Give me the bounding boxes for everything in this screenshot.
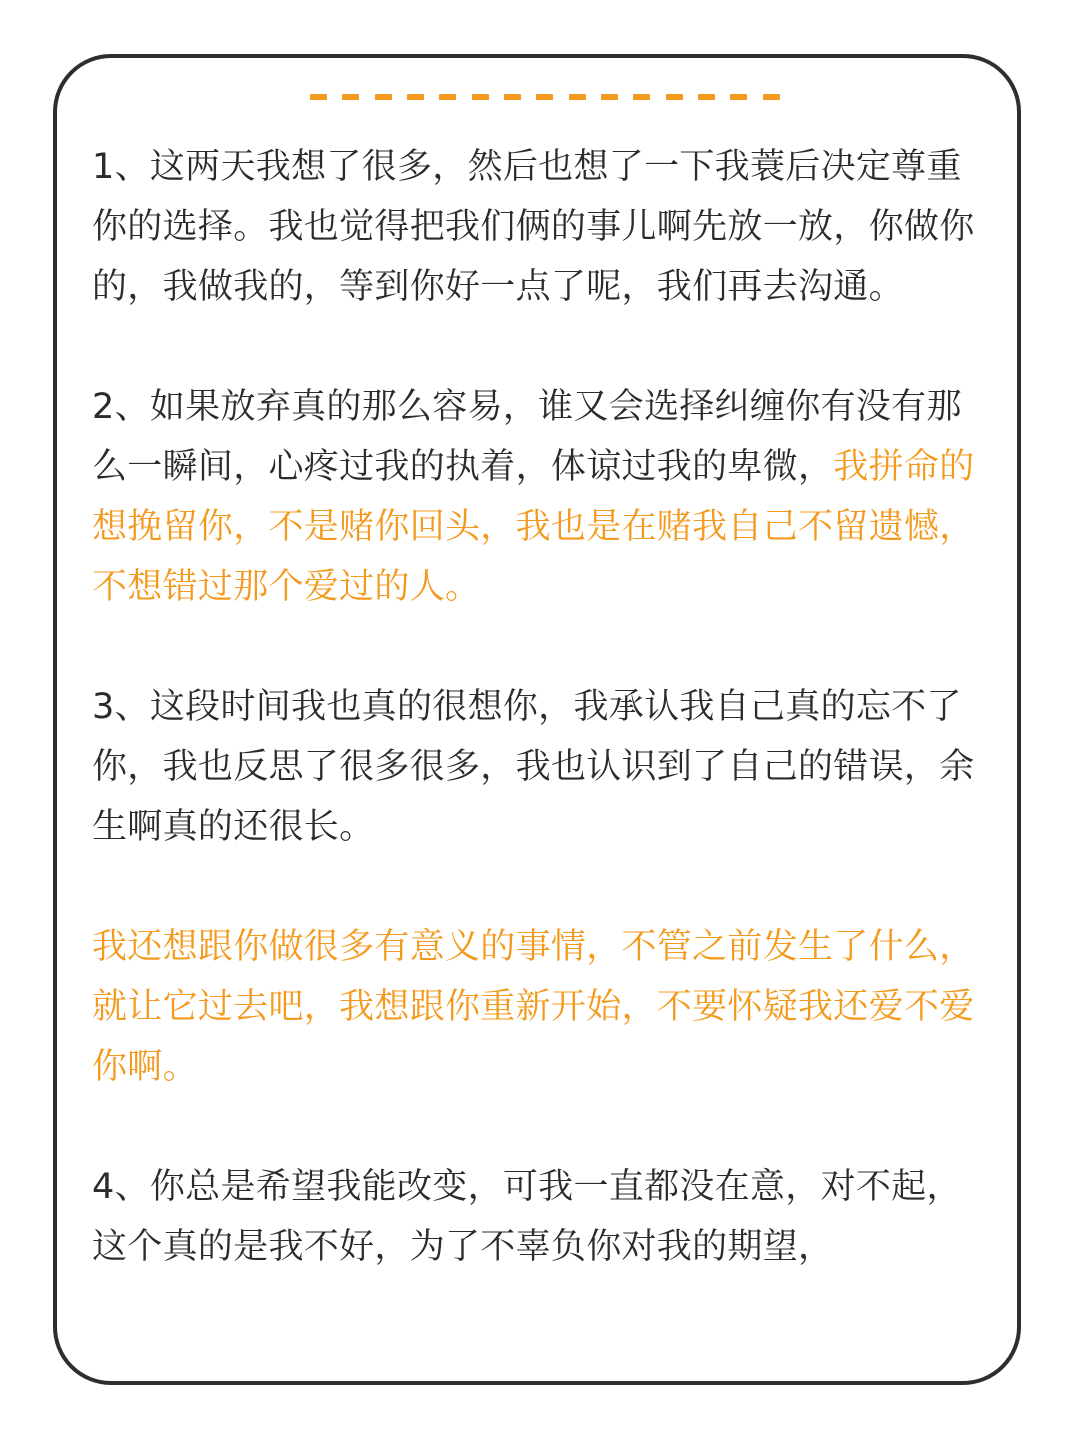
paragraph-4 (92, 917, 992, 1097)
paragraph-3 (92, 677, 992, 857)
paragraph-1 (92, 137, 992, 317)
paragraph-2 (92, 377, 992, 617)
dashed-divider (310, 94, 780, 100)
paragraph-2-text: 2、如果放弃真的那么容易，谁又会选择纠缠你有没有那么一瞬间，心疼过我的执着，体谅过我的卑微， (92, 387, 962, 487)
paragraph-4-highlight: 我还想跟你做很多有意义的事情，不管之前发生了什么，就让它过去吧，我想跟你重新开始，不要怀疑我还爱不爱你啊。 (92, 927, 975, 1087)
paragraph-5-text: 4、你总是希望我能改变，可我一直都没在意，对不起，这个真的是我不好，为了不辜负你对我的期望， (92, 1167, 962, 1267)
paragraph-2-highlight: 我拼命的想挽留你，不是赌你回头，我也是在赌我自己不留遗憾，不想错过那个爱过的人。 (92, 447, 975, 607)
note-content (92, 137, 992, 1277)
paragraph-1-text: 1、这两天我想了很多，然后也想了一下我蓑后决定尊重你的选择。我也觉得把我们俩的事儿啊先放一放，你做你的，我做我的，等到你好一点了呢，我们再去沟通。 (92, 147, 975, 307)
note-card (53, 54, 1021, 1385)
paragraph-3-text: 3、这段时间我也真的很想你，我承认我自己真的忘不了你，我也反思了很多很多，我也认识到了自己的错误，余生啊真的还很长。 (92, 687, 975, 847)
paragraph-5 (92, 1157, 992, 1277)
